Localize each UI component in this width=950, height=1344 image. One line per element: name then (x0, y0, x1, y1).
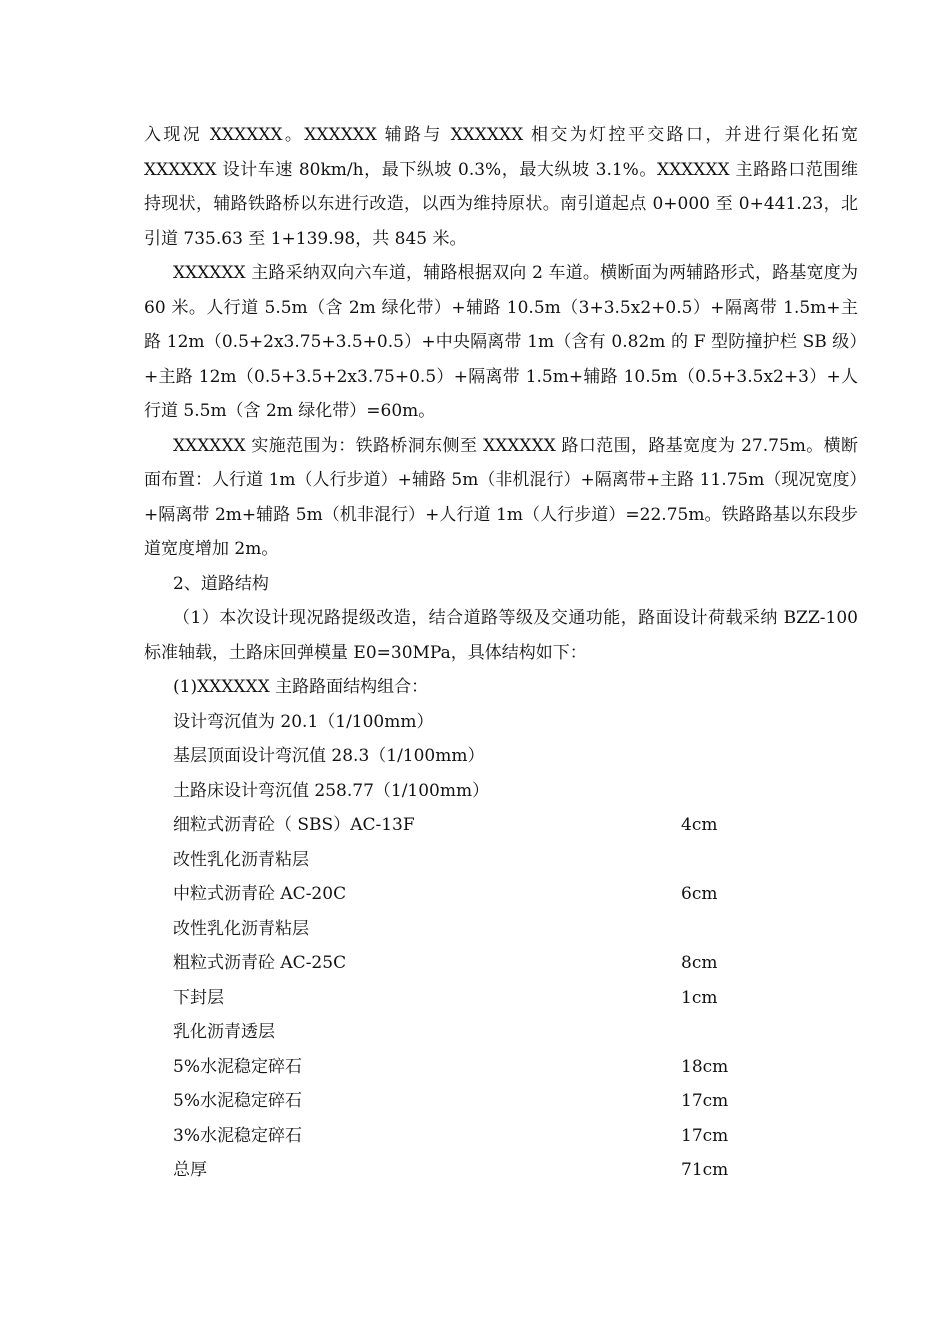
deflection-subgrade: 土路床设计弯沉值 258.77（1/100mm） (173, 780, 490, 801)
layer-thickness: 18cm (681, 1056, 729, 1077)
layer-thickness: 17cm (681, 1125, 729, 1146)
layer-row-total (144, 1153, 858, 1188)
structure-intro: （1）本次设计现况路提级改造，结合道路等级及交通功能，路面设计荷载采纳 BZZ-100 标准轴载，土路床回弹模量 E0=30MPa，具体结构如下： (144, 608, 858, 663)
layer-row (144, 1015, 858, 1050)
deflection-design: 设计弯沉值为 20.1（1/100mm） (173, 711, 434, 732)
layer-thickness: 4cm (681, 815, 718, 835)
layer-name: 总厚 (173, 1160, 207, 1180)
pavement-layer-list (144, 808, 858, 1188)
layer-row (144, 946, 858, 981)
layer-thickness: 8cm (681, 953, 718, 973)
layer-thickness: 71cm (681, 1160, 729, 1180)
layer-thickness: 1cm (681, 987, 718, 1008)
paragraph-continuation: 入现况 XXXXXX。XXXXXX 辅路与 XXXXXX 相交为灯控平交路口，并进行渠化拓宽 XXXXXX 设计车速 80km/h，最下纵坡 0.3%，最大纵坡 3.1%。XXXXXX 主路路口范围维持现状，辅路铁路桥以东进行改造，以西为维持原状。南引道起点 0+000 至 0+441.23，北引道 735.63 至 1+139.98，共 845 米。 (144, 125, 858, 249)
layer-row (144, 1050, 858, 1085)
layer-row (144, 981, 858, 1016)
section-heading: 2、道路结构 (173, 573, 269, 594)
layer-row (144, 1084, 858, 1119)
layer-name: 乳化沥青透层 (173, 1022, 275, 1042)
layer-name: 中粒式沥青砼 AC-20C (173, 884, 347, 904)
layer-name: 5%水泥稳定碎石 (173, 1056, 302, 1077)
layer-row (144, 912, 858, 947)
deflection-base: 基层顶面设计弯沉值 28.3（1/100mm） (173, 746, 485, 766)
paragraph-implementation-scope: XXXXXX 实施范围为：铁路桥洞东侧至 XXXXXX 路口范围，路基宽度为 27.75m。横断面布置：人行道 1m（人行步道）+辅路 5m（非机混行）+隔离带+主路 11.75m（现况宽度）+隔离带 2m+辅路 5m（机非混行）+人行道 1m（人行步道）=22.75m。铁路路基以东段步道宽度增加 2m。 (144, 435, 858, 559)
layer-row (144, 1119, 858, 1154)
layer-row (144, 843, 858, 878)
layer-thickness: 17cm (681, 1091, 729, 1111)
layer-name: 粗粒式沥青砼 AC-25C (173, 953, 347, 973)
layer-name: 细粒式沥青砼（ SBS）AC-13F (173, 815, 415, 835)
sub-heading: (1)XXXXXX 主路路面结构组合： (173, 677, 429, 697)
layer-row (144, 877, 858, 912)
layer-thickness: 6cm (681, 884, 718, 904)
layer-name: 5%水泥稳定碎石 (173, 1091, 302, 1111)
layer-row (144, 808, 858, 843)
layer-name: 下封层 (173, 987, 224, 1008)
layer-name: 3%水泥稳定碎石 (173, 1125, 302, 1146)
layer-name: 改性乳化沥青粘层 (173, 918, 309, 939)
layer-name: 改性乳化沥青粘层 (173, 849, 309, 870)
paragraph-cross-section-main: XXXXXX 主路采纳双向六车道，辅路根据双向 2 车道。横断面为两辅路形式，路基宽度为 60 米。人行道 5.5m（含 2m 绿化带）+辅路 10.5m（3+3.5x2+0.5）+隔离带 1.5m+主路 12m（0.5+2x3.75+3.5+0.5）+中央隔离带 1m（含有 0.82m 的 F 型防撞护栏 SB 级）+主路 12m（0.5+3.5+2x3.75+0.5）+隔离带 1.5m+辅路 10.5m（0.5+3.5x2+3）+人行道 5.5m（含 2m 绿化带）=60m。 (144, 263, 858, 421)
